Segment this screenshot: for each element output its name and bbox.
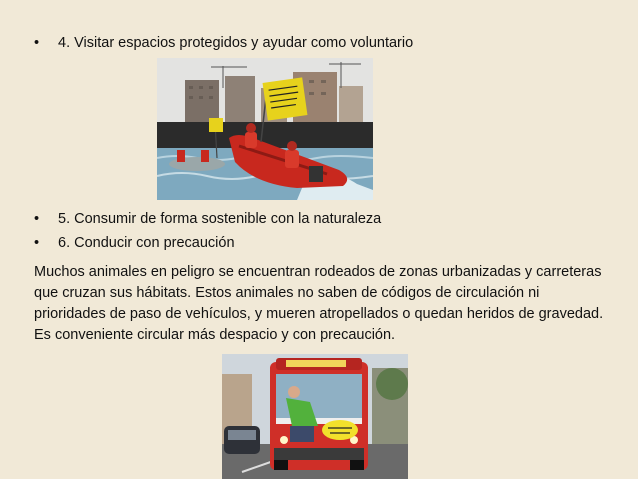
bullet-item-5 xyxy=(34,210,381,228)
bullet-item-4 xyxy=(34,34,413,52)
bullet-text: 6. Conducir con precaución xyxy=(58,235,235,251)
bullet-marker: • xyxy=(34,35,40,51)
bus-campaign-photo xyxy=(222,354,408,479)
body-paragraph: Muchos animales en peligro se encuentran rodeados de zonas urbanizadas y carreteras que cruzan sus hábitats. Estos animales no saben de códigos de circulación ni prioridades de paso de vehículos, y mueren atropellados o quedan heridos de gravedad. Es conveniente circular más despacio y con precaución. xyxy=(34,264,604,343)
bullet-marker: • xyxy=(34,235,40,251)
protest-boat-photo xyxy=(157,58,373,200)
bullet-item-6 xyxy=(34,234,235,252)
bullet-text: 4. Visitar espacios protegidos y ayudar como voluntario xyxy=(58,35,414,51)
bullet-marker: • xyxy=(34,211,40,227)
bullet-text: 5. Consumir de forma sostenible con la naturaleza xyxy=(58,211,382,227)
